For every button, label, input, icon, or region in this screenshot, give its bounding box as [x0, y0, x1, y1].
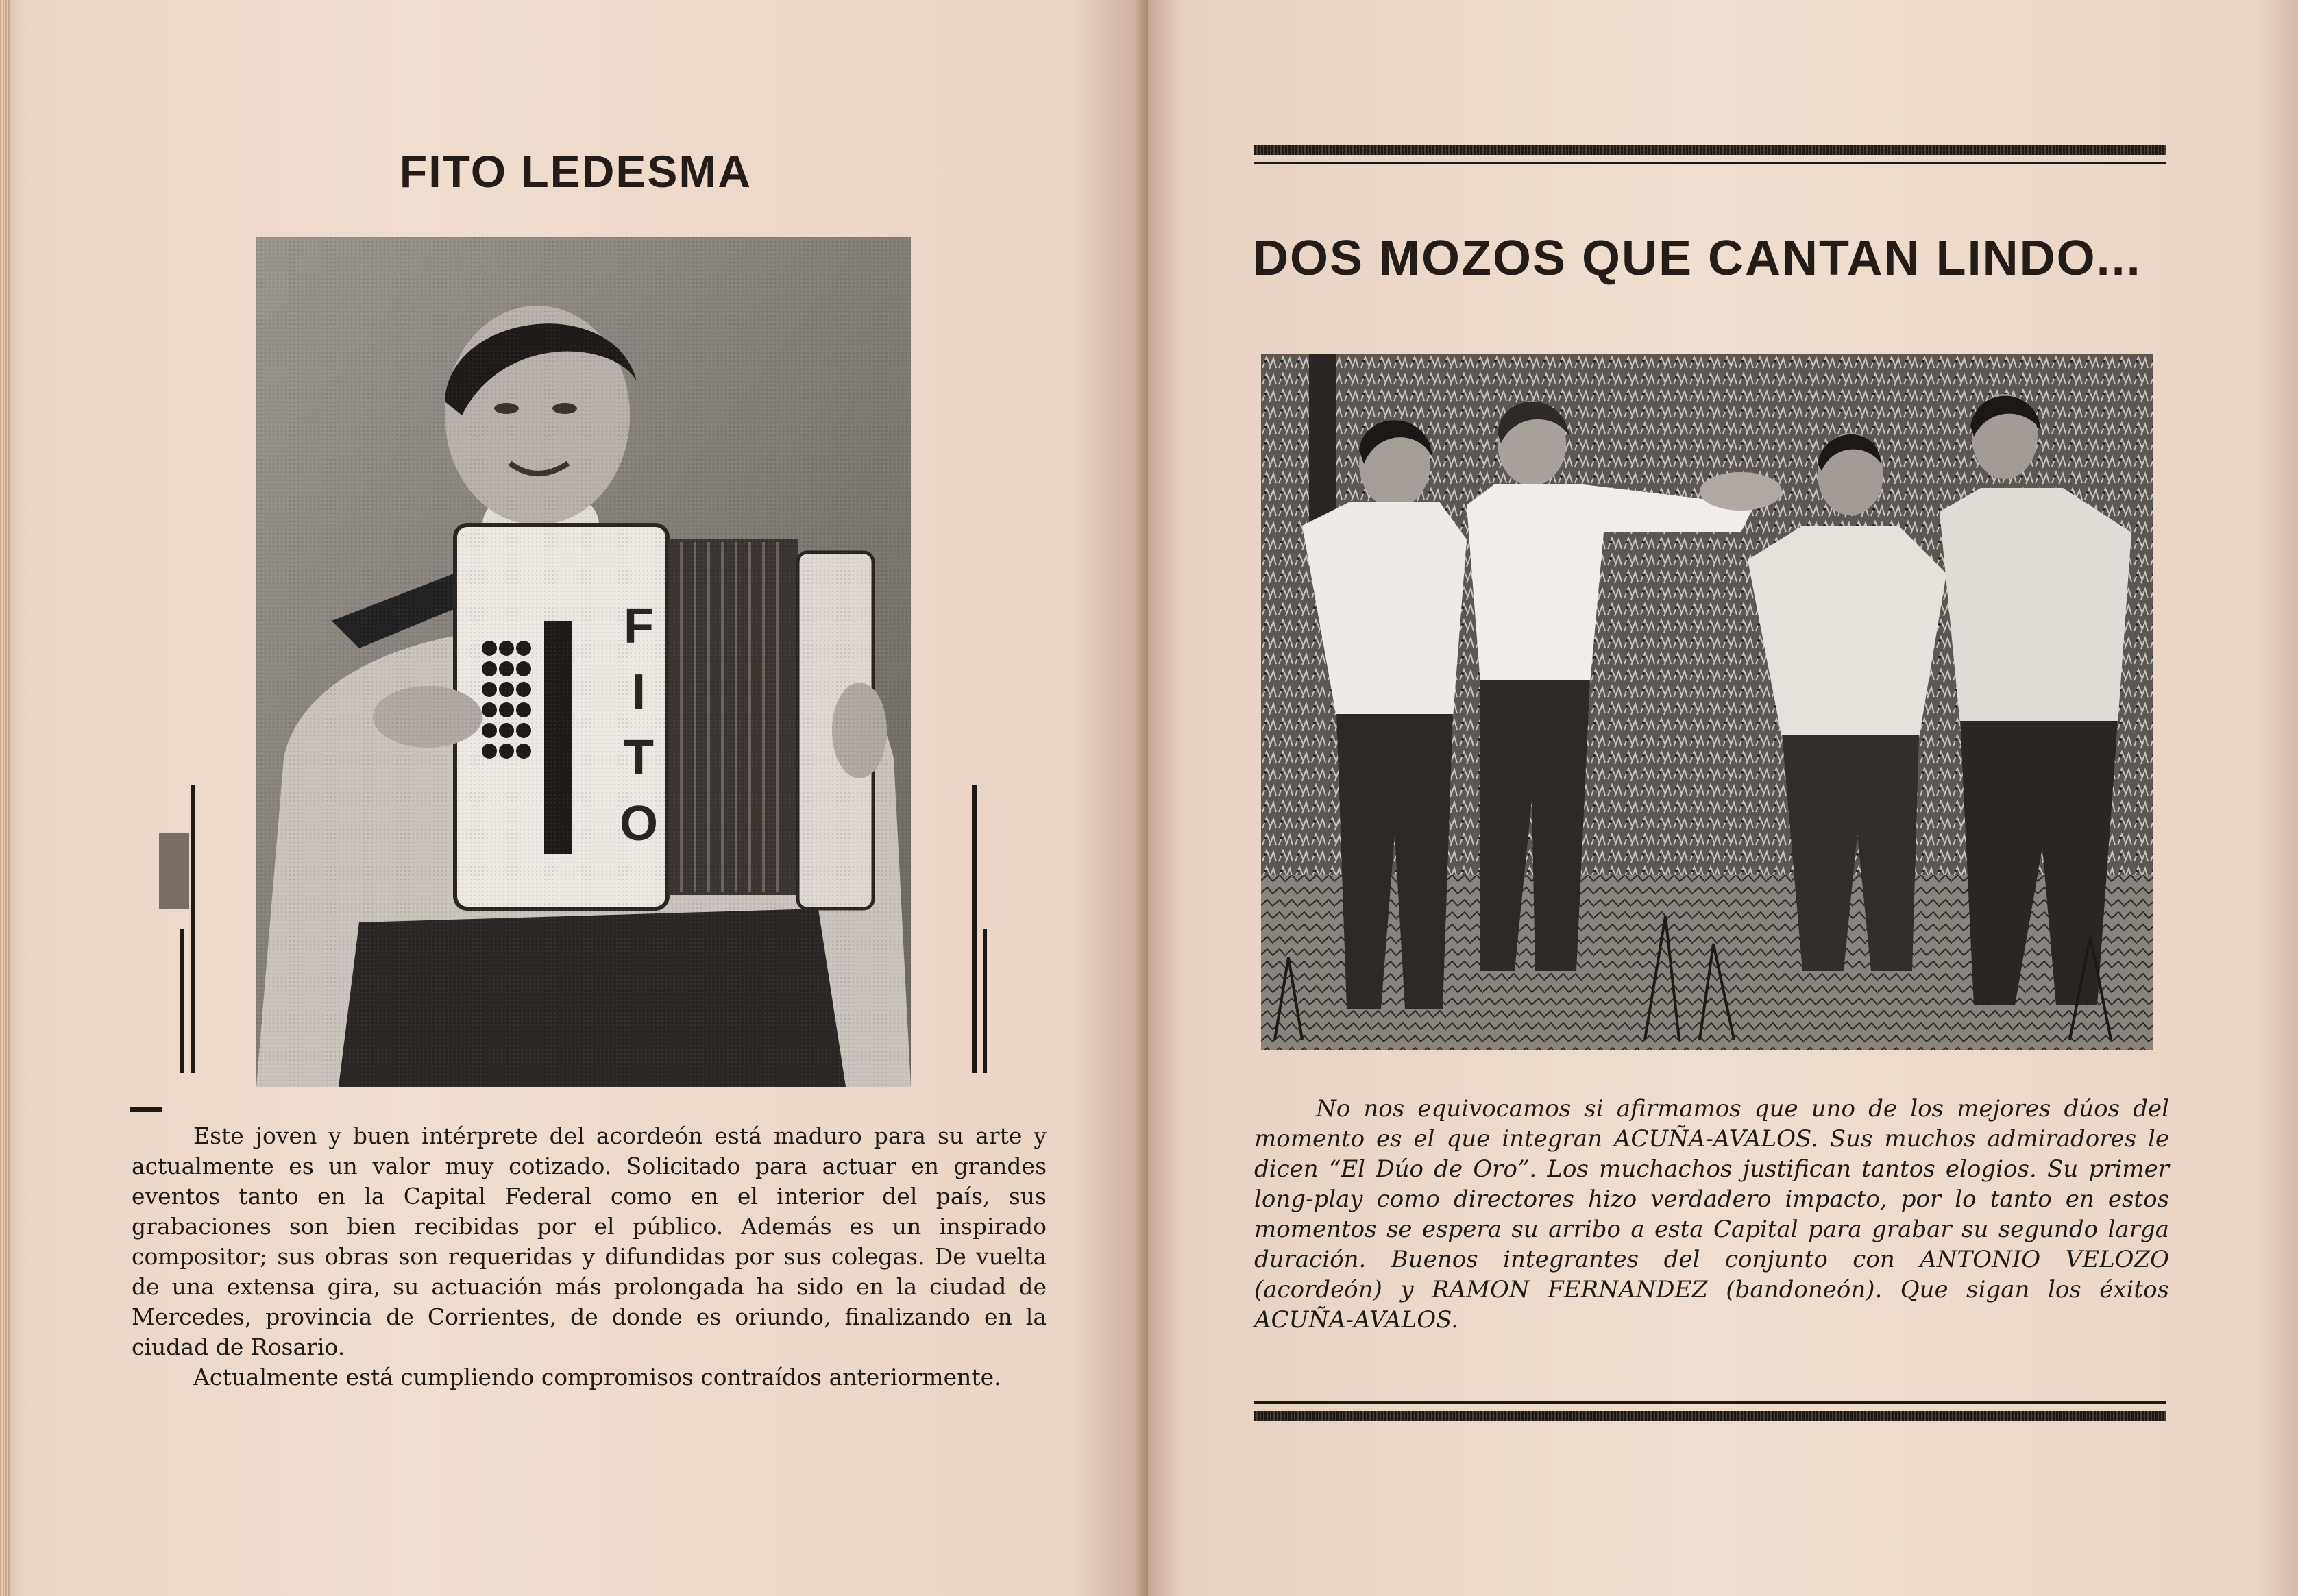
- decorative-dash: [130, 1107, 162, 1112]
- decorative-smudge: [159, 833, 189, 909]
- rule-thick: [1254, 145, 2166, 155]
- rule-thin: [1254, 1401, 2166, 1404]
- accordion-brand-letters: [618, 593, 659, 857]
- decorative-bar: [180, 929, 184, 1073]
- accordion-player-illustration: [256, 237, 911, 1087]
- group-photo-illustration: [1261, 354, 2153, 1050]
- decorative-bar: [191, 785, 195, 1073]
- bottom-decorative-rule: [1254, 1401, 2166, 1421]
- rule-thick: [1254, 1411, 2166, 1421]
- accordion-letter: I: [631, 665, 646, 720]
- rule-thin: [1254, 162, 2166, 164]
- article-paragraph: Este joven y buen intérprete del acordeón está maduro para su arte y actualmente es un valor muy cotizado. Solicitado para actuar en grandes eventos tanto en la Capital Federal como en el interior del país, sus grabaciones son bien recibidas por el público. Además es un inspirado compositor; sus obras son requeridas y difundidas por sus colegas. De vuelta de una extensa gira, su actuación más prolongada ha sido en la ciudad de Mercedes, provincia de Corrientes, de donde es oriundo, finalizando en la ciudad de Rosario.: [132, 1122, 1047, 1360]
- top-decorative-rule: [1254, 145, 2166, 164]
- article-paragraph: Actualmente está cumpliendo compromisos contraídos anteriormente.: [193, 1364, 1001, 1390]
- left-page-title: FITO LEDESMA: [399, 146, 753, 197]
- article-paragraph: No nos equivocamos si afirmamos que uno de los mejores dúos del momento es el que integran ACUÑA-AVALOS. Sus muchos admiradores le dicen “El Dúo de Oro”. Los muchachos justifican tantos elogios. Su primer long-play como directores hizo verdadero impacto, por lo tanto en estos momentos se espera su arribo a esta Capital para grabar su segundo larga duración. Buenos integrantes del conjunto con ANTONIO VELOZO (acordeón) y RAMON FERNANDEZ (bandoneón). Que sigan los éxitos ACUÑA-AVALOS.: [1254, 1095, 2169, 1334]
- accordion-letter: T: [624, 731, 654, 785]
- right-page-title: DOS MOZOS QUE CANTAN LINDO...: [1253, 231, 2142, 286]
- decorative-bar: [983, 929, 987, 1073]
- decorative-bar: [972, 785, 977, 1073]
- accordion-player-photo: [256, 237, 911, 1087]
- left-article-body: [132, 1121, 1047, 1392]
- accordion-letter: F: [624, 599, 654, 654]
- group-photo: [1261, 354, 2153, 1050]
- left-page: [0, 0, 1148, 1596]
- accordion-letter: O: [619, 796, 658, 851]
- page-edge: [0, 0, 10, 1596]
- right-article-body: [1254, 1094, 2169, 1335]
